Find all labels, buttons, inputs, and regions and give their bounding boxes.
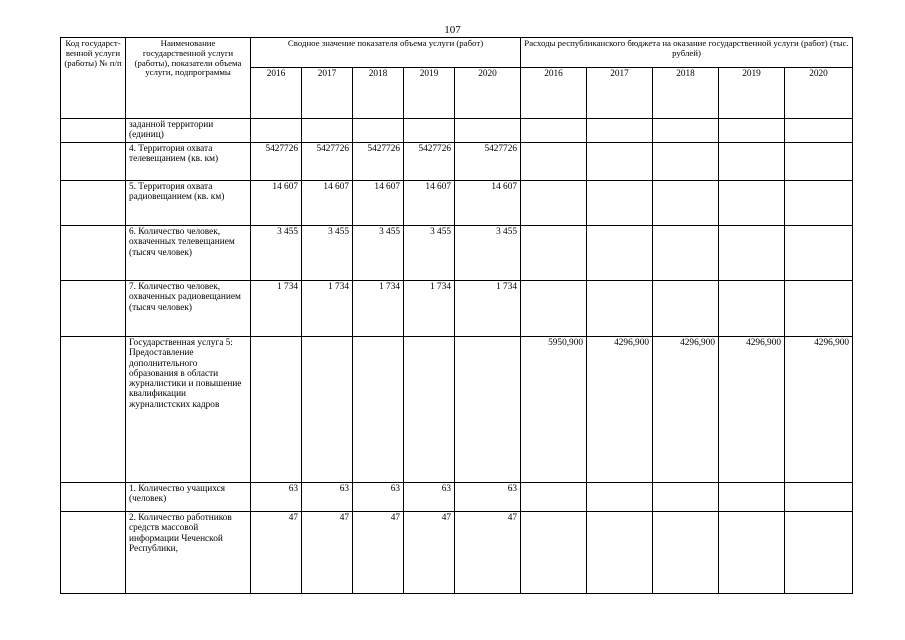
name-cell: Государственная услуга 5: Предоставление дополнительного образования в области журналистики и повышение квалификации журналистских кадров — [126, 337, 251, 483]
code-cell — [61, 281, 126, 337]
table-row — [61, 143, 853, 181]
budget-value-cell — [653, 143, 719, 181]
budget-value-cell — [653, 483, 719, 512]
volume-value-cell-text: 47 — [441, 513, 451, 523]
page-number: 107 — [444, 24, 461, 36]
code-cell — [61, 483, 126, 512]
volume-value-cell — [302, 281, 353, 337]
volume-value-cell — [251, 512, 302, 594]
volume-value-cell-text: 1 734 — [496, 282, 517, 292]
name-cell: 2. Количество работников средств массовой информации Чеченской Республики, — [126, 512, 251, 594]
budget-value-cell — [587, 143, 653, 181]
volume-value-cell-text: 5427726 — [316, 144, 349, 154]
volume-value-cell — [302, 512, 353, 594]
volume-value-cell-text: 63 — [339, 484, 349, 494]
volume-value-cell — [302, 119, 353, 143]
volume-value-cell — [302, 483, 353, 512]
volume-year-header: 2020 — [455, 68, 521, 119]
volume-value-cell-text: 47 — [507, 513, 517, 523]
volume-value-cell — [404, 483, 455, 512]
volume-value-cell — [302, 143, 353, 181]
volume-value-cell-text: 1 734 — [379, 282, 400, 292]
budget-value-cell — [587, 281, 653, 337]
budget-year-header: 2016 — [521, 68, 587, 119]
budget-value-cell — [521, 281, 587, 337]
budget-year-header: 2020 — [785, 68, 853, 119]
table-row — [61, 512, 853, 594]
volume-value-cell-text: 1 734 — [328, 282, 349, 292]
volume-value-cell — [404, 226, 455, 281]
volume-value-cell — [353, 512, 404, 594]
volume-value-cell — [302, 181, 353, 226]
header-code: Код государст-венной услуги (работы) № п/п — [61, 38, 126, 119]
budget-value-cell — [785, 143, 853, 181]
volume-value-cell-text: 3 455 — [496, 227, 517, 237]
budget-value-cell — [785, 226, 853, 281]
volume-value-cell-text: 14 607 — [374, 182, 400, 192]
volume-value-cell — [251, 337, 302, 483]
budget-value-cell — [587, 181, 653, 226]
budget-value-cell — [587, 226, 653, 281]
budget-value-cell — [521, 181, 587, 226]
header-volume: Сводное значение показателя объема услуги (работ) — [251, 38, 521, 68]
volume-value-cell-text: 14 607 — [272, 182, 298, 192]
code-cell — [61, 119, 126, 143]
budget-value-cell — [719, 281, 785, 337]
volume-value-cell-text: 63 — [288, 484, 298, 494]
code-cell — [61, 337, 126, 483]
volume-year-header: 2016 — [251, 68, 302, 119]
budget-value-cell — [785, 512, 853, 594]
volume-value-cell — [404, 512, 455, 594]
volume-value-cell — [251, 226, 302, 281]
volume-value-cell-text: 3 455 — [379, 227, 400, 237]
budget-value-cell — [785, 281, 853, 337]
volume-value-cell — [353, 226, 404, 281]
budget-value-cell — [719, 119, 785, 143]
table-row — [61, 483, 853, 512]
volume-value-cell — [404, 119, 455, 143]
budget-year-header: 2019 — [719, 68, 785, 119]
budget-table — [60, 37, 853, 594]
budget-value-cell — [587, 119, 653, 143]
volume-value-cell-text: 1 734 — [277, 282, 298, 292]
budget-value-cell — [653, 512, 719, 594]
name-cell: 5. Территория охвата радиовещанием (кв. км) — [126, 181, 251, 226]
budget-value-cell: 4296,900 — [785, 337, 853, 483]
table-row — [61, 226, 853, 281]
volume-value-cell-text: 14 607 — [425, 182, 451, 192]
volume-value-cell — [353, 337, 404, 483]
budget-value-cell — [521, 119, 587, 143]
budget-value-cell — [653, 281, 719, 337]
volume-value-cell-text: 63 — [441, 484, 451, 494]
volume-value-cell — [353, 143, 404, 181]
name-cell: заданной территории (единиц) — [126, 119, 251, 143]
budget-value-cell — [719, 181, 785, 226]
table-row — [61, 181, 853, 226]
volume-value-cell — [251, 119, 302, 143]
budget-value-cell — [719, 483, 785, 512]
volume-value-cell — [353, 119, 404, 143]
volume-year-header: 2017 — [302, 68, 353, 119]
volume-value-cell — [302, 337, 353, 483]
volume-value-cell — [353, 181, 404, 226]
budget-value-cell — [785, 119, 853, 143]
table-row — [61, 337, 853, 483]
volume-value-cell — [455, 143, 521, 181]
budget-value-cell — [521, 483, 587, 512]
volume-value-cell-text: 3 455 — [430, 227, 451, 237]
volume-value-cell — [404, 143, 455, 181]
volume-value-cell-text: 3 455 — [328, 227, 349, 237]
volume-value-cell-text: 5427726 — [367, 144, 400, 154]
volume-value-cell — [404, 181, 455, 226]
code-cell — [61, 226, 126, 281]
volume-value-cell-text: 63 — [390, 484, 400, 494]
budget-value-cell: 4296,900 — [653, 337, 719, 483]
volume-value-cell — [302, 226, 353, 281]
code-cell — [61, 143, 126, 181]
volume-value-cell-text: 47 — [390, 513, 400, 523]
table-row — [61, 119, 853, 143]
header-name: Наименование государственной услуги (работы), показатели объема услуги, подпрограммы — [126, 38, 251, 119]
volume-value-cell — [455, 281, 521, 337]
volume-value-cell-text: 5427726 — [418, 144, 451, 154]
table-row — [61, 281, 853, 337]
name-cell: 6. Количество человек, охваченных телевещанием (тысяч человек) — [126, 226, 251, 281]
volume-value-cell-text: 47 — [339, 513, 349, 523]
code-cell — [61, 181, 126, 226]
volume-value-cell-text: 3 455 — [277, 227, 298, 237]
budget-value-cell — [719, 143, 785, 181]
budget-value-cell — [521, 512, 587, 594]
volume-value-cell — [404, 337, 455, 483]
budget-value-cell — [521, 143, 587, 181]
budget-value-cell: 4296,900 — [719, 337, 785, 483]
volume-year-header: 2019 — [404, 68, 455, 119]
budget-value-cell — [587, 512, 653, 594]
volume-value-cell-text: 14 607 — [323, 182, 349, 192]
volume-value-cell-text: 47 — [288, 513, 298, 523]
budget-value-cell — [719, 226, 785, 281]
volume-value-cell — [455, 337, 521, 483]
volume-value-cell — [455, 119, 521, 143]
budget-year-header: 2017 — [587, 68, 653, 119]
volume-value-cell — [353, 483, 404, 512]
budget-value-cell — [653, 181, 719, 226]
volume-value-cell — [455, 226, 521, 281]
volume-value-cell — [251, 143, 302, 181]
budget-year-header: 2018 — [653, 68, 719, 119]
volume-value-cell — [251, 181, 302, 226]
name-cell: 1. Количество учащихся (человек) — [126, 483, 251, 512]
budget-value-cell: 4296,900 — [587, 337, 653, 483]
volume-value-cell — [455, 181, 521, 226]
budget-value-cell — [719, 512, 785, 594]
name-cell: 7. Количество человек, охваченных радиовещанием (тысяч человек) — [126, 281, 251, 337]
budget-value-cell — [785, 483, 853, 512]
header-row-1 — [61, 38, 853, 68]
table-body — [61, 119, 853, 594]
volume-value-cell-text: 5427726 — [265, 144, 298, 154]
volume-value-cell-text: 63 — [507, 484, 517, 494]
budget-value-cell — [521, 226, 587, 281]
volume-value-cell — [353, 281, 404, 337]
volume-value-cell — [251, 281, 302, 337]
name-cell: 4. Территория охвата телевещанием (кв. км) — [126, 143, 251, 181]
budget-value-cell — [653, 119, 719, 143]
header-budget: Расходы республиканского бюджета на оказание государственной услуги (работ) (тыс. рублей) — [521, 38, 853, 68]
volume-value-cell — [251, 483, 302, 512]
budget-value-cell — [587, 483, 653, 512]
volume-value-cell-text: 14 607 — [491, 182, 517, 192]
budget-value-cell — [785, 181, 853, 226]
volume-value-cell — [455, 483, 521, 512]
budget-value-cell: 5950,900 — [521, 337, 587, 483]
volume-year-header: 2018 — [353, 68, 404, 119]
volume-value-cell-text: 1 734 — [430, 282, 451, 292]
budget-value-cell — [653, 226, 719, 281]
volume-value-cell — [455, 512, 521, 594]
volume-value-cell — [404, 281, 455, 337]
code-cell — [61, 512, 126, 594]
volume-value-cell-text: 5427726 — [484, 144, 517, 154]
